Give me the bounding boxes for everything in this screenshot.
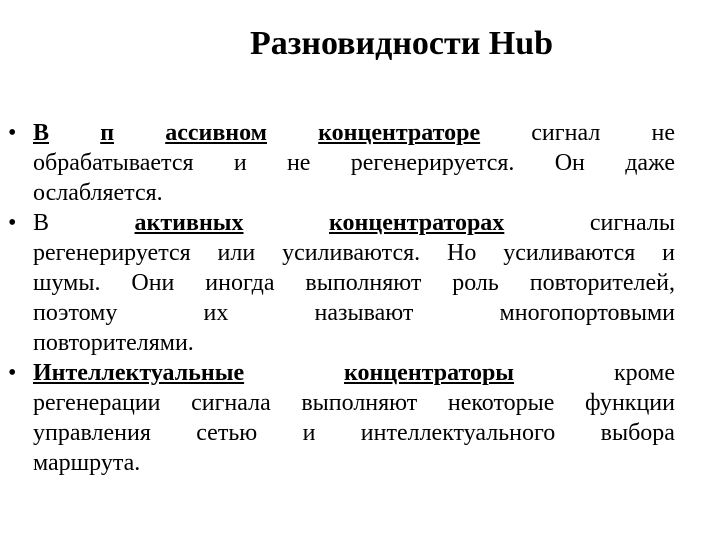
bullet-3-line-1 [33, 358, 675, 388]
bullet-2-line-4 [33, 298, 675, 328]
word: их [203, 300, 229, 326]
bullet-marker: • [8, 120, 17, 146]
emphasized-word: п [100, 120, 115, 146]
word: Он [554, 150, 585, 176]
bullet-2-line-2 [33, 238, 675, 268]
word: Они [131, 270, 175, 296]
emphasized-word: концентраторы [344, 360, 515, 386]
word: некоторые [447, 390, 555, 416]
word: выбора [600, 420, 675, 446]
word: регенерируется. [350, 150, 515, 176]
word: шумы. [33, 270, 101, 296]
word: роль [452, 270, 499, 296]
word: управления [33, 420, 151, 446]
word: интеллектуального [360, 420, 556, 446]
word: сигнал [531, 120, 601, 146]
bullet-marker: • [8, 210, 17, 236]
word: сигнала [191, 390, 271, 416]
bullet-3-line-2 [33, 388, 675, 418]
bullet-1-line-3 [33, 178, 675, 208]
word: не [651, 120, 675, 146]
word: кроме [613, 360, 675, 386]
bullet-2-line-1 [33, 208, 675, 238]
slide-title: Разновидности Hub [250, 25, 554, 62]
bullet-3-line-4 [33, 448, 675, 478]
word: не [286, 150, 311, 176]
word: иногда [205, 270, 275, 296]
word: выполняют [301, 390, 418, 416]
word: ослабляется. [33, 180, 163, 206]
word: регенерируется [33, 240, 191, 266]
bullet-3-line-3 [33, 418, 675, 448]
word: Но [447, 240, 477, 266]
word: выполняют [305, 270, 422, 296]
word: или [217, 240, 256, 266]
emphasized-word: ассивном [165, 120, 267, 146]
word: и [662, 240, 675, 266]
word: и [302, 420, 316, 446]
word: усиливаются [503, 240, 636, 266]
word: В [33, 210, 50, 236]
bullet-marker: • [8, 360, 17, 386]
word: функции [584, 390, 675, 416]
emphasized-word: активных [134, 210, 244, 236]
word: многопортовыми [499, 300, 675, 326]
word: и [233, 150, 247, 176]
word: сигналы [589, 210, 675, 236]
word: даже [625, 150, 675, 176]
word: регенерации [33, 390, 161, 416]
word: повторителями. [33, 330, 194, 356]
bullet-1-line-2 [33, 148, 675, 178]
bullet-1-line-1 [33, 118, 675, 148]
emphasized-word: концентраторах [329, 210, 505, 236]
word: повторителей, [529, 270, 675, 296]
word: маршрута. [33, 450, 141, 476]
word: называют [314, 300, 414, 326]
emphasized-word: Интеллектуальные [33, 360, 245, 386]
word: обрабатывается [33, 150, 194, 176]
emphasized-word: В [33, 120, 50, 146]
emphasized-word: концентраторе [318, 120, 481, 146]
word: поэтому [33, 300, 118, 326]
bullet-2-line-3 [33, 268, 675, 298]
word: усиливаются. [282, 240, 421, 266]
bullet-2-line-5 [33, 328, 675, 358]
word: сетью [196, 420, 258, 446]
